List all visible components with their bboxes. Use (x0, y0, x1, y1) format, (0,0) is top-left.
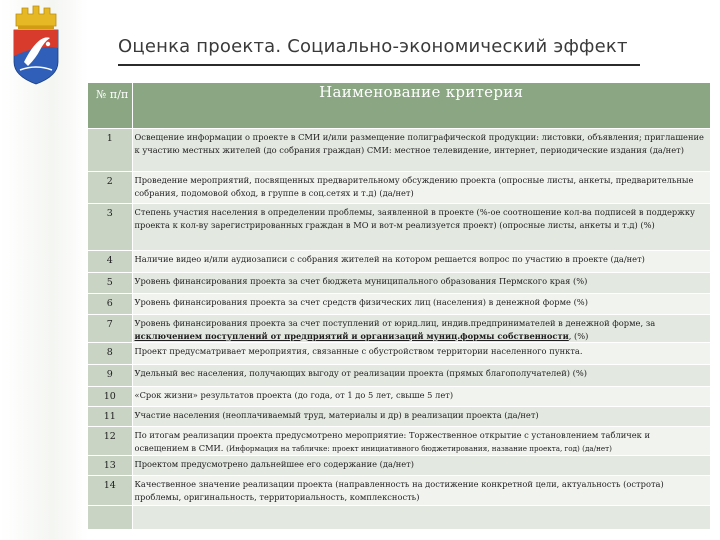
criterion-text: Участие населения (неоплачиваемый труд, материалы и др) в реализации проекта (да/нет) (134, 410, 539, 420)
criterion-text: Степень участия населения в определении проблемы, заявленной в проекте (%-ое соотношение кол-ва подписей в поддержку проекта к кол-ву зарегистрированных граждан в МО и вот-м реализуется проект) (опросные листы, анкеты и т.д) (%) (134, 207, 695, 230)
table-row (88, 315, 710, 343)
city-coat-of-arms-icon (10, 4, 62, 86)
criterion-text-part: , (%) (568, 330, 589, 341)
table-row (88, 273, 710, 294)
table-row (88, 251, 710, 273)
row-number: 4 (106, 255, 113, 266)
criterion-emphasis: исключением поступлений от предприятий и организаций муниц.формы собственности (134, 330, 569, 341)
row-number: 12 (103, 431, 116, 442)
criterion-text: Освещение информации о проекте в СМИ и/или размещение полиграфической продукции: листовки, объявления; приглашение к участию местных жителей (до собрания граждан) СМИ: местное телевидение, интернет, периодические издания (да/нет) (134, 132, 704, 155)
header-number: № п/п (88, 83, 132, 129)
criterion-text: Проведение мероприятий, посвященных предварительному обсуждению проекта (опросные листы, анкеты, предварительные собрания, подомовой обход, в группе в соц.сетях и т.д) (да/нет) (134, 175, 694, 198)
criterion-text: Проект предусматривает мероприятия, связанные с обустройством территории населенного пункта. (134, 346, 583, 356)
table-row (88, 387, 710, 407)
criterion-note: (Информация на табличке: проект инициативного бюджетирования, название проекта, год) (да/нет) (226, 443, 612, 453)
criterion-text (135, 315, 707, 342)
row-number: 7 (106, 319, 113, 330)
criterion-text: «Срок жизни» результатов проекта (до года, от 1 до 5 лет, свыше 5 лет) (134, 390, 454, 400)
criterion-text: Удельный вес населения, получающих выгоду от реализации проекта (прямых благополучателей) (%) (134, 368, 587, 378)
row-number: 11 (103, 411, 116, 422)
row-number: 8 (106, 347, 113, 358)
table-row (88, 365, 710, 387)
title-underline (118, 64, 640, 66)
criterion-text: Уровень финансирования проекта за счет бюджета муниципального образования Пермского края (%) (134, 276, 588, 286)
row-number: 10 (103, 391, 116, 402)
row-number: 5 (106, 277, 113, 288)
table-row (88, 427, 710, 456)
criterion-text-part: По итогам реализации проекта предусмотрено мероприятие: Торжественное открытие с установлением табличек и освещением в СМИ. (134, 430, 651, 453)
table-header-row (88, 83, 710, 129)
row-number: 14 (103, 480, 116, 491)
row-number: 3 (106, 208, 113, 219)
empty-criterion-cell (132, 506, 710, 530)
table-row (88, 204, 710, 251)
criterion-text: Уровень финансирования проекта за счет средств физических лиц (населения) в денежной форме (%) (134, 297, 588, 307)
row-number: 6 (106, 298, 113, 309)
header-criterion-name: Наименование критерия (132, 83, 710, 129)
table-row (88, 343, 710, 365)
empty-number-cell (88, 506, 132, 530)
table-row-empty (88, 506, 710, 530)
row-number: 13 (103, 460, 116, 471)
criteria-table (88, 83, 710, 530)
table-row (88, 172, 710, 204)
criterion-text (135, 427, 707, 455)
criterion-text: Проектом предусмотрено дальнейшее его содержание (да/нет) (134, 459, 415, 469)
row-number: 2 (106, 176, 113, 187)
table-row (88, 456, 710, 476)
row-number: 9 (106, 369, 113, 380)
page-title: Оценка проекта. Социально-экономический эффект (118, 36, 628, 57)
criterion-text: Наличие видео и/или аудиозаписи с собрания жителей на котором решается вопрос по участию в проекте (да/нет) (134, 254, 645, 264)
row-number: 1 (106, 133, 113, 144)
criterion-text-part: Уровень финансирования проекта за счет поступлений от юрид.лиц, индив.предпринимателей в денежной форме, за (134, 318, 656, 328)
table-row (88, 294, 710, 315)
table-row (88, 476, 710, 506)
table-row (88, 129, 710, 172)
criterion-text: Качественное значение реализации проекта (направленность на достижение конкретной цели, актуальность (острота) проблемы, оригинальность, территориальность, комплексность) (134, 479, 664, 502)
table-row (88, 407, 710, 427)
